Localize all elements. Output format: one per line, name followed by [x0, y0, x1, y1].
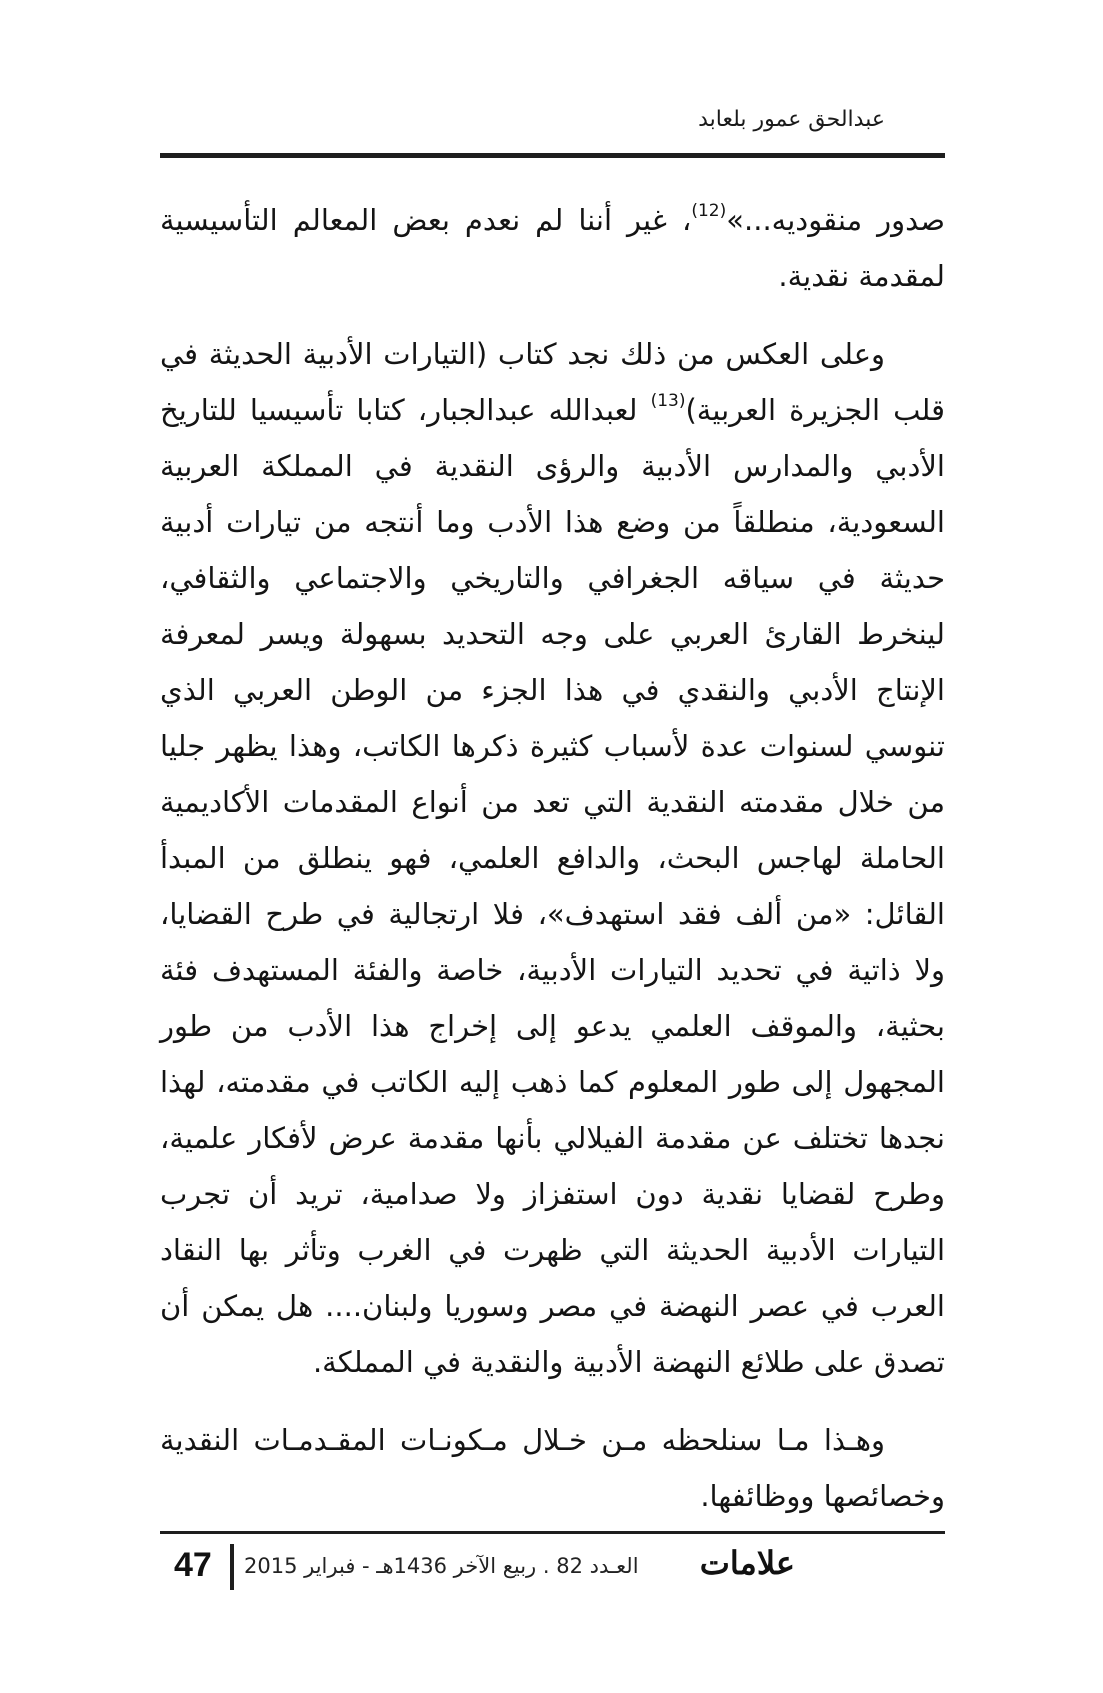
paragraph-1-continuation: ، غير أننا لم نعدم بعض المعالم التأسيسية لمقدمة نقدية. [160, 203, 945, 293]
header-divider [160, 153, 945, 158]
running-head-author: عبدالحق عمور بلعابد [698, 107, 885, 132]
paragraph-1-text: صدور منقوديه...» [726, 203, 945, 237]
journal-logo: علامات [699, 1544, 795, 1582]
footnote-ref-12: (12) [691, 201, 727, 221]
paragraph-3: وهـذا مـا سنلحظه مـن خـلال مـكونـات المقـدمـات النقدية وخصائصها ووظائفها. [160, 1423, 945, 1513]
footnote-ref-13: (13) [650, 391, 686, 411]
paragraph-2-continuation: لعبدالله عبدالجبار، كتابا تأسيسيا للتاريخ الأدبي والمدارس الأدبية والرؤى النقدية في المملكة العربية السعودية، منطلقاً من وضع هذا الأدب وما أنتجه من تيارات أدبية حديثة في سياقه الجغرافي والتاريخي والاجتماعي والثقافي، لينخرط القارئ العربي على وجه التحديد بسهولة ويسر لمعرفة الإنتاج الأدبي والنقدي في هذا الجزء من الوطن العربي الذي تنوسي لسنوات عدة لأسباب كثيرة ذكرها الكاتب، وهذا يظهر جليا من خلال مقدمته النقدية التي تعد من أنواع المقدمات الأكاديمية الحاملة لهاجس البحث، والدافع العلمي، فهو ينطلق من المبدأ القائل: «من ألف فقد استهدف»، فلا ارتجالية في طرح القضايا، ولا ذاتية في تحديد التيارات الأدبية، خاصة والفئة المستهدف فئة بحثية، والموقف العلمي يدعو إلى إخراج هذا الأدب من طور المجهول إلى طور المعلوم كما ذهب إليه الكاتب في مقدمته، لهذا نجدها تختلف عن مقدمة الفيلالي بأنها مقدمة عرض لأفكار علمية، وطرح لقضايا نقدية دون استفزاز ولا صدامية، تريد أن تجرب التيارات الأدبية الحديثة التي ظهرت في الغرب وتأثر بها النقاد العرب في عصر النهضة في مصر وسوريا ولبنان.... هل يمكن أن تصدق على طلائع النهضة الأدبية والنقدية في المملكة. [160, 393, 945, 1379]
footer-divider [160, 1531, 945, 1534]
paragraph-2 [160, 326, 945, 1390]
page-number: 47 [174, 1546, 212, 1584]
article-body [160, 192, 945, 1546]
page-footer [160, 1540, 945, 1596]
footer-separator-bar [230, 1544, 234, 1590]
paragraph-2-text: وعلى العكس من ذلك نجد كتاب (التيارات الأدبية الحديثة في قلب الجزيرة العربية) [160, 337, 946, 427]
issue-info: العـدد 82 . ربيع الآخر 1436هـ - فبراير 2015 [244, 1554, 639, 1578]
paragraph-1 [160, 192, 945, 304]
